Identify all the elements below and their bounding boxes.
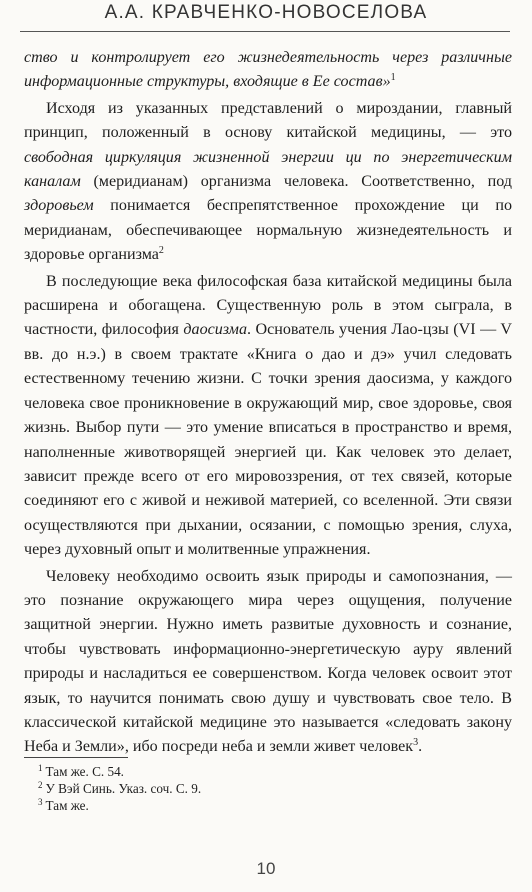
page-number: 10 — [256, 859, 276, 878]
footnote-number: 1 — [38, 763, 43, 773]
paragraph — [24, 565, 512, 760]
text-run: . — [418, 738, 423, 756]
header-rule — [20, 31, 510, 32]
text-run: (меридианам) организма человека. Соответственно, под — [80, 173, 512, 191]
paragraph — [24, 46, 512, 95]
footnote — [38, 797, 201, 814]
footnote-ref: 1 — [390, 72, 396, 84]
footnote-text: Там же. — [45, 798, 89, 813]
footnote-ref: 3 — [413, 737, 419, 749]
italic-text: свободная циркуляция жизненной энергии ци по энергетическим каналам — [24, 148, 512, 191]
footnote-number: 3 — [38, 797, 43, 807]
body-text — [24, 46, 512, 760]
italic-text: здоровьем — [24, 197, 94, 215]
footnote-number: 2 — [38, 780, 43, 790]
italic-text: ство и контролирует его жизнедеятельность через различные информационные структуры, входящие в Ее состав» — [24, 49, 512, 91]
italic-text: даосизма — [183, 321, 247, 339]
footnote — [38, 780, 201, 797]
paragraph — [24, 97, 512, 268]
footnote-text: Там же. С. 54. — [45, 764, 124, 779]
footnote-text: У Вэй Синь. Указ. соч. С. 9. — [45, 781, 202, 796]
running-head: А.А. КРАВЧЕНКО-НОВОСЕЛОВА — [104, 2, 428, 23]
text-run: . Основатель учения Лао-цзы (VI — V вв. до н.э.) в своем трактате «Книга о дао и дэ» учил следовать естественному течению жизни. С точки зрения даосизма, у каждого человека свое проникновение в окружающий мир, свое здоровье, своя жизнь. Выбор пути — это умение вписаться в пространство и время, наполненные животворящей энергией ци. Как человек это делает, зависит прежде всего от его мировоззрения, от тех связей, которые соединяют его с живой и неживой материей, со вселенной. Эти связи осуществляются при дыхании, осязании, с помощью зрения, слуха, через духовный опыт и молитвенные упражнения. — [24, 321, 512, 559]
footnotes — [38, 763, 201, 814]
text-run: В последующие века философская база китайской медицины была расширена и обогащена. Существенную роль в этом сыграла, в частности, философия — [24, 272, 512, 339]
footnote — [38, 763, 201, 780]
footnote-ref: 2 — [158, 245, 164, 257]
text-run: Человеку необходимо освоить язык природы и самопознания, — это познание окружающего мира через ощущения, получение защитной энергии. Нужно иметь развитые духовность и сознание, чтобы чувствовать информационно-энергетическую ауру явлений природы и насладиться ее совершенством. Когда человек освоит этот язык, то научится понимать свою душу и чувствовать свое тело. В классической китайской медицине это называется «следовать закону Неба и Земли», ибо посреди неба и земли живет человек — [24, 567, 512, 756]
paragraph — [24, 270, 512, 563]
text-run: понимается беспрепятственное прохождение ци по меридианам, обеспечивающее нормальную жизнедеятельность и здоровье организма — [24, 197, 512, 264]
text-run: Исходя из указанных представлений о мироздании, главный принцип, положенный в основу китайской медицины, — это — [24, 99, 512, 142]
footnote-rule — [24, 757, 128, 758]
